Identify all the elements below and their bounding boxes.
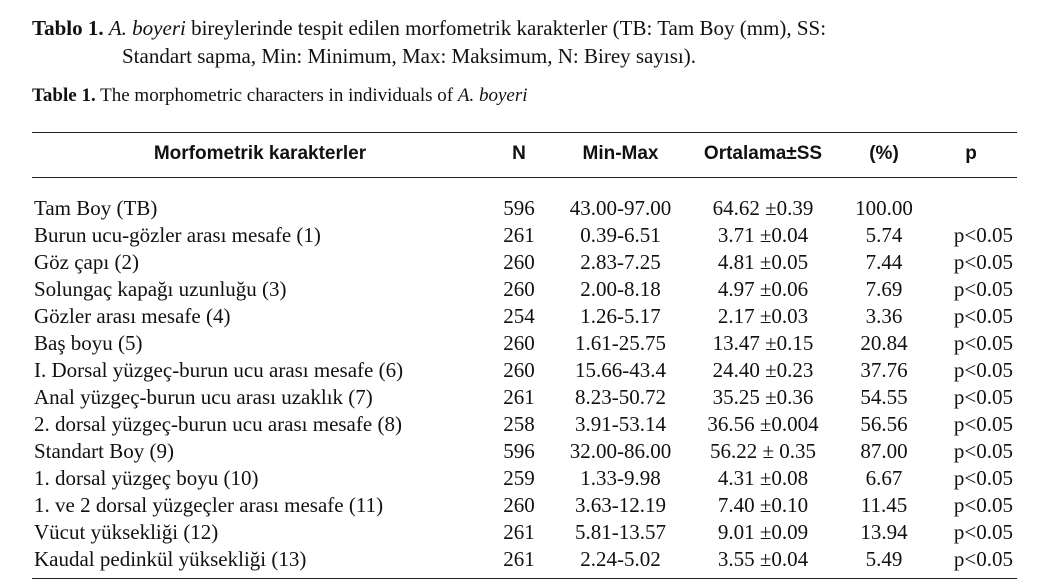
percent: 56.56 [860, 412, 908, 436]
character-name: Göz çapı (2) [34, 250, 139, 274]
table-row [32, 438, 1017, 465]
table-row [32, 465, 1017, 492]
caption-tr-species: A. boyeri [108, 16, 186, 40]
p-value [925, 195, 1017, 222]
character-name: 2. dorsal yüzgeç-burun ucu arası mesafe (8) [34, 412, 402, 436]
min-max-range: 1.61-25.75 [575, 331, 666, 355]
header-min-max: Min-Max [582, 143, 659, 164]
percent: 87.00 [860, 439, 908, 463]
character-name: Standart Boy (9) [34, 439, 174, 463]
percent: 5.74 [865, 223, 903, 247]
table-header-row [32, 132, 1017, 176]
mean-sd: 2.17 ±0.03 [717, 304, 809, 328]
table-row [32, 276, 1017, 303]
mean-sd: 9.01 ±0.09 [717, 520, 809, 544]
mean-sd: 35.25 ±0.36 [712, 385, 814, 409]
p-value: p<0.05 [953, 358, 1013, 382]
min-max-range: 32.00-86.00 [569, 439, 672, 463]
character-name: I. Dorsal yüzgeç-burun ucu arası mesafe (6) [34, 358, 404, 382]
p-value: p<0.05 [953, 277, 1013, 301]
p-value: p<0.05 [953, 304, 1013, 328]
mean-sd: 13.47 ±0.15 [712, 331, 814, 355]
p-value: p<0.05 [953, 466, 1013, 490]
p-value: p<0.05 [953, 223, 1013, 247]
caption-tr-label: Tablo 1. [32, 16, 104, 40]
sample-size: 261 [503, 547, 535, 571]
min-max-range: 15.66-43.4 [575, 358, 666, 382]
header-mean-sd: Ortalama±SS [703, 143, 823, 164]
sample-size: 260 [503, 493, 535, 517]
sample-size: 261 [503, 385, 535, 409]
mean-sd: 3.71 ±0.04 [717, 223, 809, 247]
min-max-range: 0.39-6.51 [580, 223, 661, 247]
mean-sd: 3.55 ±0.04 [717, 547, 809, 571]
p-value: p<0.05 [953, 250, 1013, 274]
mean-sd: 24.40 ±0.23 [712, 358, 814, 382]
sample-size: 596 [503, 439, 535, 463]
percent: 7.69 [865, 277, 903, 301]
percent: 11.45 [860, 493, 908, 517]
table-row [32, 411, 1017, 438]
table-row [32, 357, 1017, 384]
table-row [32, 384, 1017, 411]
sample-size: 596 [503, 196, 535, 220]
min-max-range: 8.23-50.72 [575, 385, 666, 409]
table-row [32, 330, 1017, 357]
mean-sd: 64.62 ±0.39 [712, 196, 814, 220]
min-max-range: 2.83-7.25 [580, 250, 661, 274]
character-name: Burun ucu-gözler arası mesafe (1) [34, 223, 321, 247]
table-row [32, 546, 1017, 573]
mean-sd: 7.40 ±0.10 [717, 493, 809, 517]
mean-sd: 4.31 ±0.08 [717, 466, 809, 490]
percent: 5.49 [865, 547, 903, 571]
min-max-range: 3.91-53.14 [575, 412, 666, 436]
caption-english [32, 84, 528, 108]
sample-size: 260 [503, 250, 535, 274]
min-max-range: 2.24-5.02 [580, 547, 661, 571]
character-name: Gözler arası mesafe (4) [34, 304, 231, 328]
mean-sd: 4.81 ±0.05 [717, 250, 809, 274]
header-p: p [965, 143, 977, 164]
table-row [32, 492, 1017, 519]
character-name: Vücut yüksekliği (12) [34, 520, 219, 544]
sample-size: 260 [503, 331, 535, 355]
caption-en-text: The morphometric characters in individuals of [95, 85, 458, 106]
character-name: Kaudal pedinkül yüksekliği (13) [34, 547, 307, 571]
p-value: p<0.05 [953, 412, 1013, 436]
sample-size: 261 [503, 520, 535, 544]
p-value: p<0.05 [953, 331, 1013, 355]
p-value: p<0.05 [953, 385, 1013, 409]
sample-size: 260 [503, 358, 535, 382]
percent: 7.44 [865, 250, 903, 274]
min-max-range: 43.00-97.00 [569, 196, 672, 220]
p-value: p<0.05 [953, 547, 1013, 571]
p-value: p<0.05 [953, 493, 1013, 517]
morphometric-table [32, 132, 1017, 573]
character-name: Solungaç kapağı uzunluğu (3) [34, 277, 287, 301]
table-row [32, 303, 1017, 330]
min-max-range: 1.26-5.17 [580, 304, 661, 328]
min-max-range: 1.33-9.98 [580, 466, 661, 490]
table-body [32, 195, 1017, 573]
mean-sd: 56.22 ± 0.35 [709, 439, 817, 463]
header-morphometric-characters: Morfometrik karakterler [153, 143, 367, 164]
table-row [32, 195, 1017, 222]
caption-turkish [32, 14, 1020, 70]
percent: 20.84 [860, 331, 908, 355]
caption-tr-line2: Standart sapma, Min: Minimum, Max: Maksimum, N: Birey sayısı). [122, 44, 696, 68]
sample-size: 260 [503, 277, 535, 301]
mean-sd: 4.97 ±0.06 [717, 277, 809, 301]
character-name: Baş boyu (5) [34, 331, 143, 355]
min-max-range: 2.00-8.18 [580, 277, 661, 301]
mean-sd: 36.56 ±0.004 [707, 412, 819, 436]
character-name: 1. dorsal yüzgeç boyu (10) [34, 466, 259, 490]
caption-tr-line1: bireylerinde tespit edilen morfometrik karakterler (TB: Tam Boy (mm), SS: [185, 16, 827, 40]
p-value: p<0.05 [953, 439, 1013, 463]
percent: 6.67 [865, 466, 903, 490]
percent: 54.55 [860, 385, 908, 409]
header-percent: (%) [869, 143, 899, 164]
min-max-range: 3.63-12.19 [575, 493, 666, 517]
character-name: Tam Boy (TB) [34, 196, 158, 220]
percent: 37.76 [860, 358, 908, 382]
percent: 13.94 [860, 520, 908, 544]
percent: 100.00 [855, 196, 913, 220]
sample-size: 258 [503, 412, 535, 436]
percent: 3.36 [865, 304, 903, 328]
table-row [32, 519, 1017, 546]
table-bottom-rule [32, 578, 1017, 579]
table-row [32, 222, 1017, 249]
caption-en-species: A. boyeri [457, 85, 528, 106]
sample-size: 254 [503, 304, 535, 328]
caption-en-label: Table 1. [32, 85, 96, 106]
table-row [32, 249, 1017, 276]
sample-size: 259 [503, 466, 535, 490]
p-value: p<0.05 [953, 520, 1013, 544]
header-n: N [512, 143, 526, 164]
sample-size: 261 [503, 223, 535, 247]
min-max-range: 5.81-13.57 [575, 520, 666, 544]
character-name: 1. ve 2 dorsal yüzgeçler arası mesafe (11) [34, 493, 384, 517]
character-name: Anal yüzgeç-burun ucu arası uzaklık (7) [34, 385, 373, 409]
